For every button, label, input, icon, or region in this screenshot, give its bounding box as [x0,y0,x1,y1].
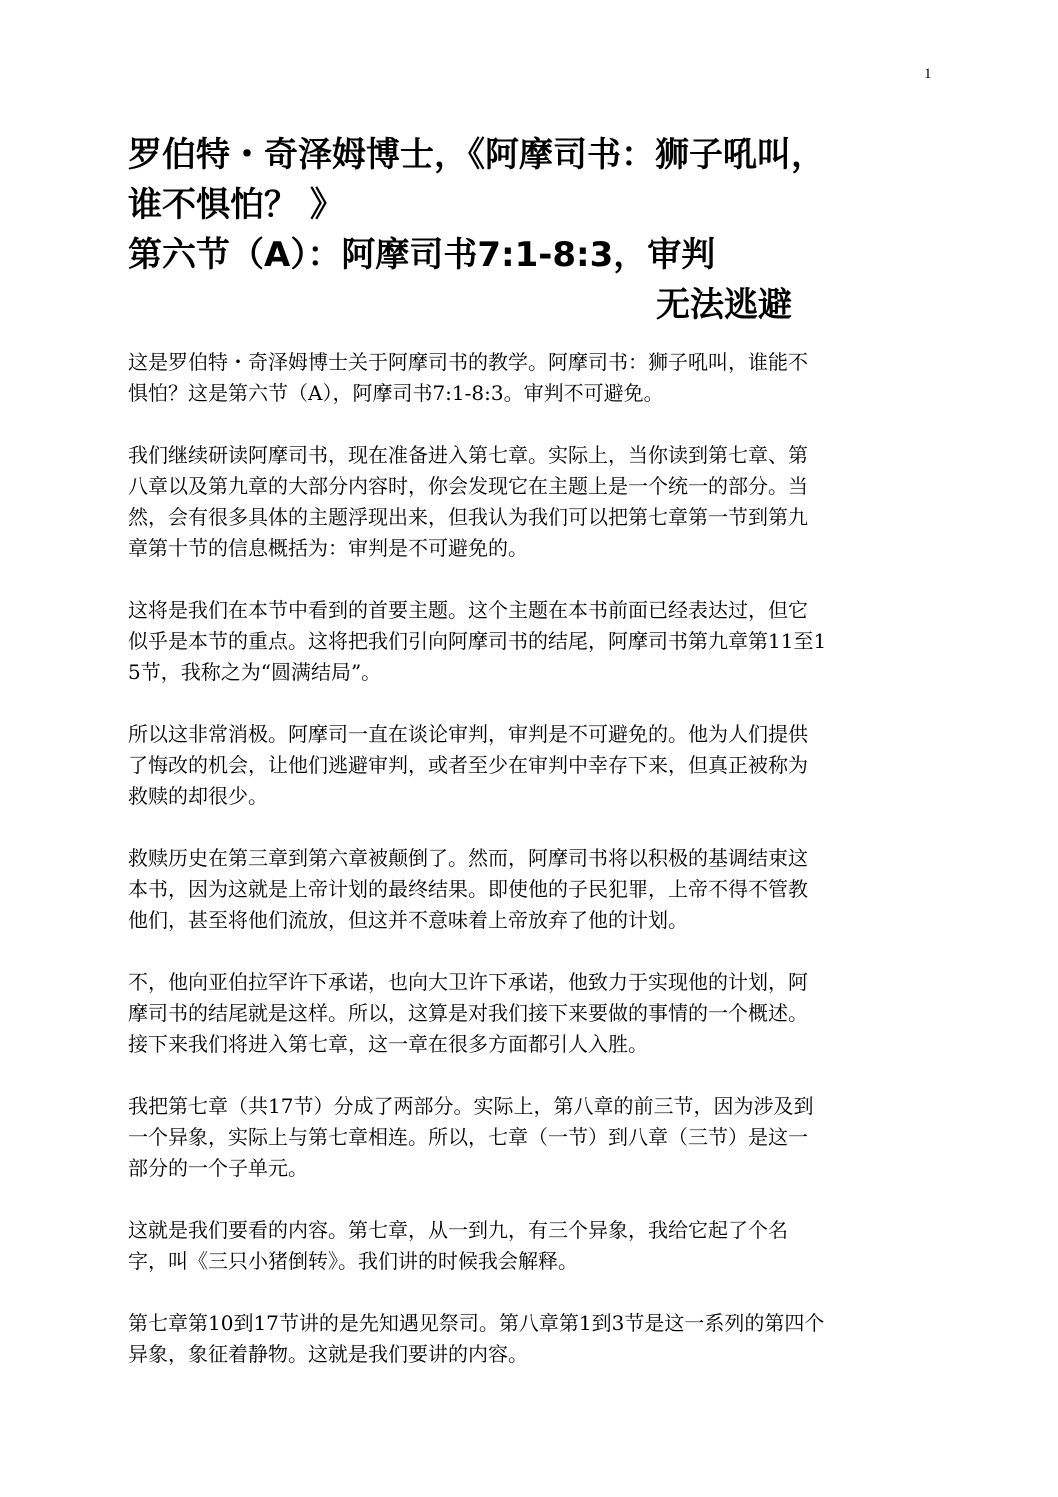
paragraph-line: 所以这非常消极。阿摩司一直在谈论审判，审判是不可避免的。他为人们提供 [128,722,808,746]
paragraph-7 [128,1091,928,1184]
paragraph-line: 部分的一个子单元。 [128,1156,308,1180]
paragraph-line: 不，他向亚伯拉罕许下承诺，也向大卫许下承诺，他致力于实现他的计划，阿 [128,970,808,994]
paragraph-line: 惧怕？这是第六节（A），阿摩司书7:1-8:3。审判不可避免。 [128,381,664,405]
title-line-2: 谁不惧怕？ 》 [128,185,344,225]
paragraph-line: 这就是我们要看的内容。第七章，从一到九，有三个异象，我给它起了个名 [128,1218,788,1242]
page-number: 1 [924,66,932,82]
paragraph-8 [128,1215,928,1277]
paragraph-line: 了悔改的机会，让他们逃避审判，或者至少在审判中幸存下来，但真正被称为 [128,753,808,777]
paragraph-line: 异象，象征着静物。这就是我们要讲的内容。 [128,1342,528,1366]
document-title [128,130,948,330]
paragraph-line: 摩司书的结尾就是这样。所以，这算是对我们接下来要做的事情的一个概述。 [128,1001,808,1025]
paragraph-line: 字，叫《三只小猪倒转》。我们讲的时候我会解释。 [128,1249,578,1273]
paragraph-6 [128,967,928,1060]
paragraph-line: 他们，甚至将他们流放，但这并不意味着上帝放弃了他的计划。 [128,908,688,932]
paragraph-line: 八章以及第九章的大部分内容时，你会发现它在主题上是一个统一的部分。当 [128,474,808,498]
paragraph-line: 救赎的却很少。 [128,784,268,808]
paragraph-line: 似乎是本节的重点。这将把我们引向阿摩司书的结尾，阿摩司书第九章第11至1 [128,629,827,653]
paragraph-5 [128,843,928,936]
paragraph-line: 这将是我们在本节中看到的首要主题。这个主题在本书前面已经表达过，但它 [128,598,808,622]
paragraph-1 [128,347,928,409]
paragraph-line: 我把第七章（共17节）分成了两部分。实际上，第八章的前三节，因为涉及到 [128,1094,814,1118]
paragraph-line: 5节，我称之为“圆满结局”。 [128,660,382,684]
paragraph-line: 这是罗伯特・奇泽姆博士关于阿摩司书的教学。阿摩司书：狮子吼叫，谁能不 [128,350,808,374]
paragraph-line: 救赎历史在第三章到第六章被颠倒了。然而，阿摩司书将以积极的基调结束这 [128,846,808,870]
document-body [128,347,928,1401]
section-title-line-1: 第六节（A）：阿摩司书7:1-8:3，审判 [128,235,716,275]
paragraph-2 [128,440,928,564]
paragraph-3 [128,595,928,688]
paragraph-line: 一个异象，实际上与第七章相连。所以，七章（一节）到八章（三节）是这一 [128,1125,808,1149]
section-title-line-2: 无法逃避 [656,285,792,325]
paragraph-line: 我们继续研读阿摩司书，现在准备进入第七章。实际上，当你读到第七章、第 [128,443,808,467]
paragraph-line: 第七章第10到17节讲的是先知遇见祭司。第八章第1到3节是这一系列的第四个 [128,1311,825,1335]
paragraph-9 [128,1308,928,1370]
paragraph-line: 章第十节的信息概括为：审判是不可避免的。 [128,536,528,560]
paragraph-line: 接下来我们将进入第七章，这一章在很多方面都引人入胜。 [128,1032,648,1056]
paragraph-4 [128,719,928,812]
title-line-1: 罗伯特・奇泽姆博士，《阿摩司书：狮子吼叫， [128,135,825,175]
paragraph-line: 本书，因为这就是上帝计划的最终结果。即使他的子民犯罪，上帝不得不管教 [128,877,808,901]
paragraph-line: 然，会有很多具体的主题浮现出来，但我认为我们可以把第七章第一节到第九 [128,505,808,529]
